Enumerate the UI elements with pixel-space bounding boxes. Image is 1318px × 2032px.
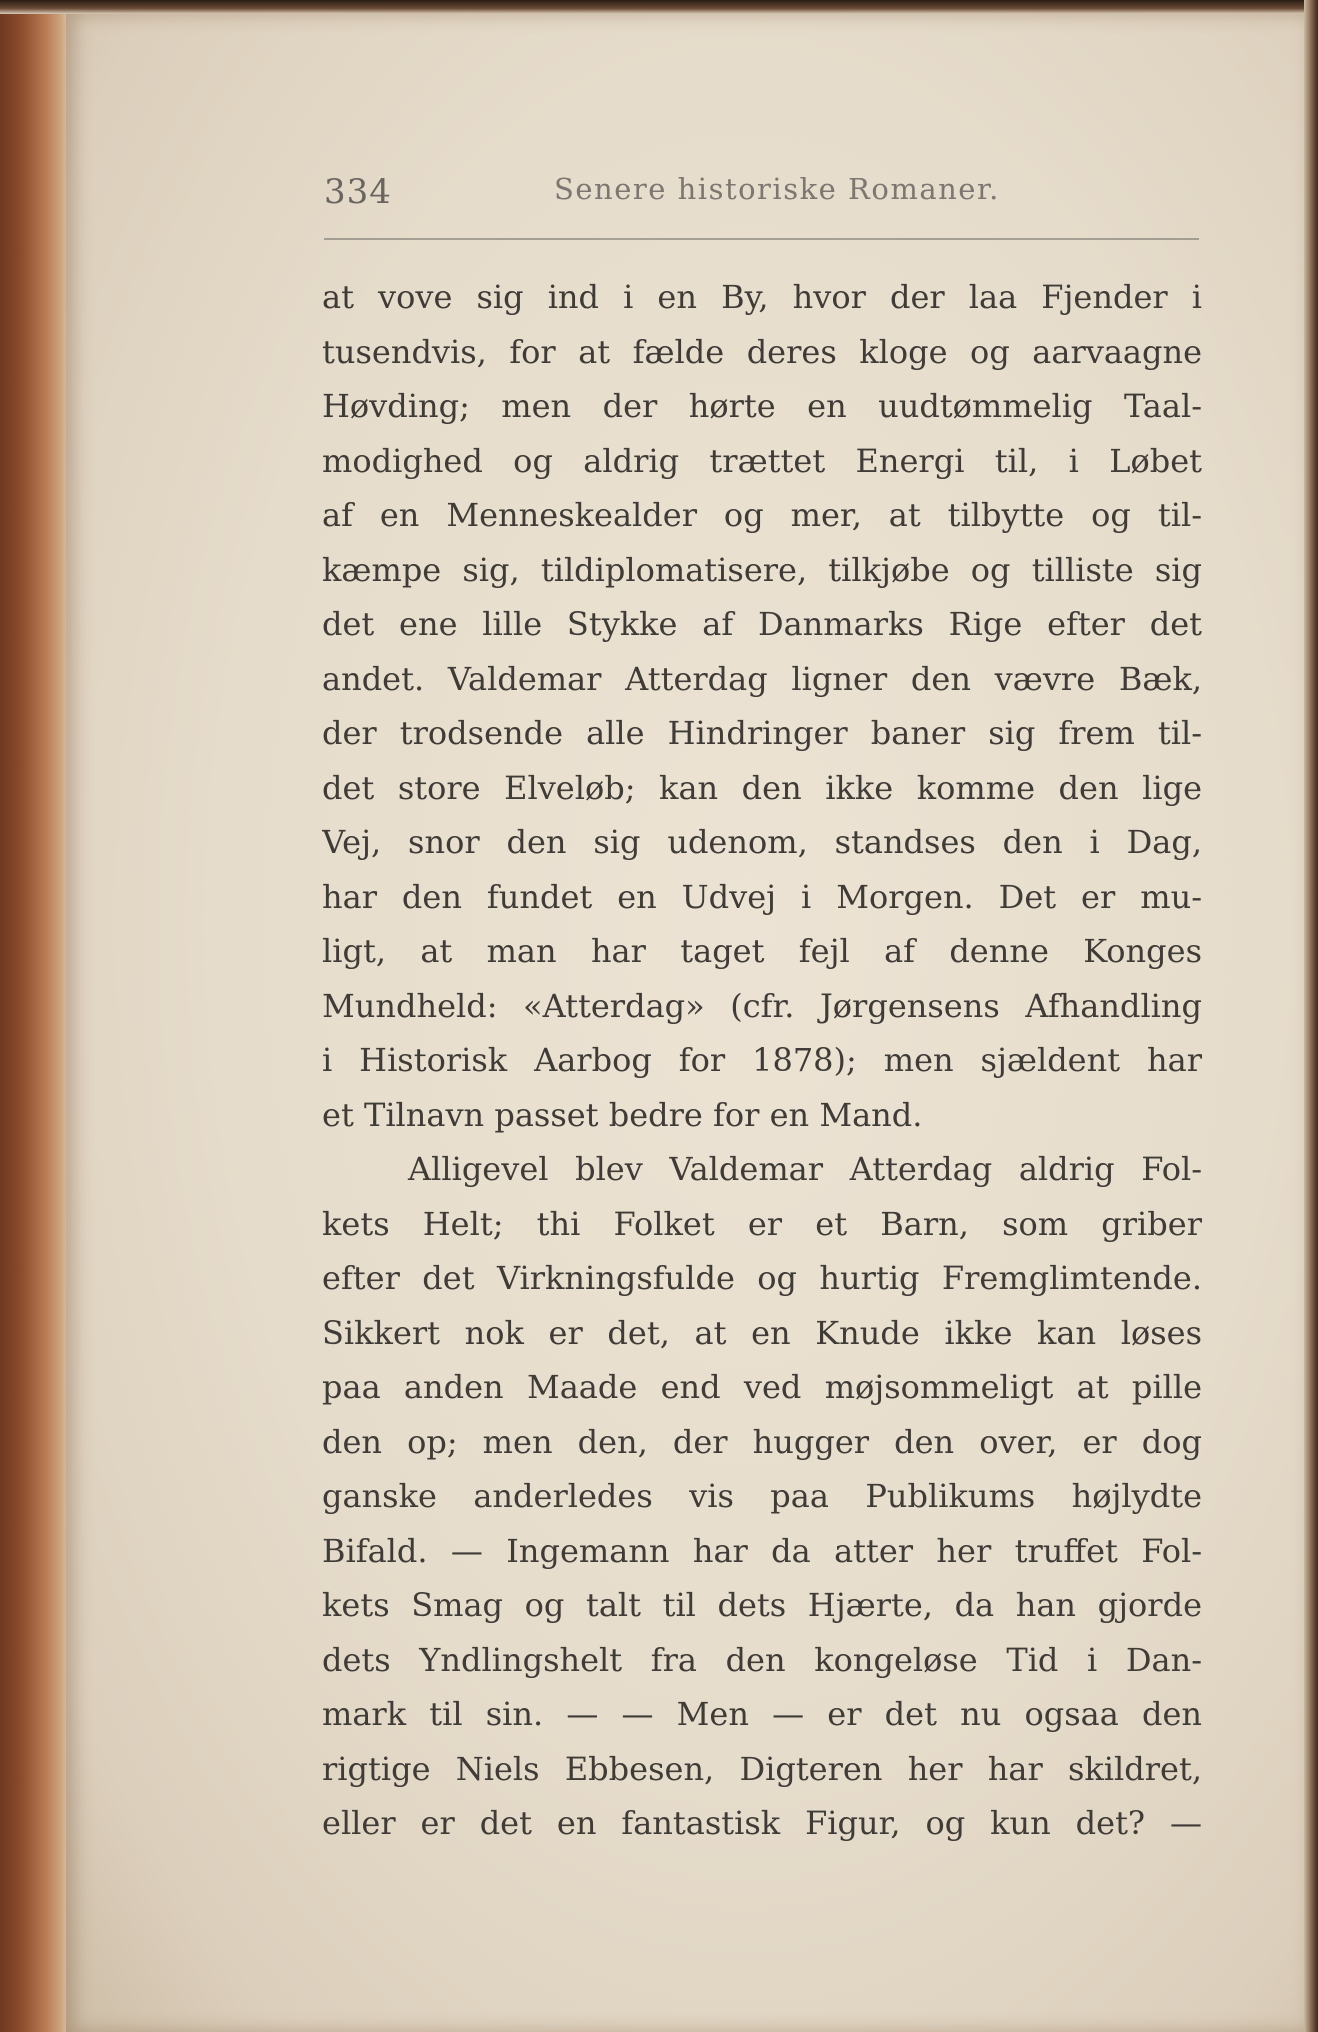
- text-line: Sikkert nok er det, at en Knude ikke kan løses: [322, 1313, 1202, 1352]
- text-line: kæmpe sig, tildiplomatisere, tilkjøbe og tilliste sig: [322, 550, 1202, 589]
- text-line: der trodsende alle Hindringer baner sig frem til-: [322, 714, 1202, 752]
- text-line: ligt, at man har taget fejl af denne Konges: [322, 932, 1202, 970]
- text-line: Bifald. — Ingemann har da atter her truffet Fol-: [322, 1531, 1202, 1570]
- text-line: i Historisk Aarbog for 1878); men sjældent har: [322, 1041, 1202, 1079]
- header-rule: [324, 238, 1199, 240]
- text-line: Mundheld: «Atterdag» (cfr. Jørgensens Afhandling: [322, 986, 1202, 1025]
- text-line: andet. Valdemar Atterdag ligner den vævre Bæk,: [322, 659, 1202, 698]
- text-line: et Tilnavn passet bedre for en Mand.: [322, 1095, 923, 1134]
- text-line: Høvding; men der hørte en uudtømmelig Taal-: [322, 387, 1202, 425]
- text-line: det store Elveløb; kan den ikke komme den lige: [322, 768, 1202, 807]
- text-line: ganske anderledes vis paa Publikums højlydte: [322, 1477, 1202, 1515]
- text-line: af en Menneskealder og mer, at tilbytte og til-: [322, 496, 1202, 534]
- running-head: Senere historiske Romaner.: [554, 172, 1000, 206]
- text-line: efter det Virkningsfulde og hurtig Fremglimtende.: [322, 1259, 1202, 1297]
- text-line: kets Helt; thi Folket er et Barn, som griber: [322, 1204, 1202, 1243]
- text-line: paa anden Maade end ved møjsommeligt at pille: [322, 1368, 1202, 1406]
- text-line: den op; men den, der hugger den over, er dog: [322, 1422, 1202, 1461]
- text-line: kets Smag og talt til dets Hjærte, da han gjorde: [322, 1586, 1202, 1624]
- text-line: tusendvis, for at fælde deres kloge og aarvaagne: [322, 332, 1202, 371]
- page-number: 334: [324, 172, 392, 212]
- text-line: at vove sig ind i en By, hvor der laa Fjender i: [322, 278, 1202, 316]
- text-line: mark til sin. — — Men — er det nu ogsaa den: [322, 1695, 1202, 1733]
- text-line: rigtige Niels Ebbesen, Digteren her har skildret,: [322, 1749, 1202, 1788]
- text-line: modighed og aldrig trættet Energi til, i Løbet: [322, 441, 1202, 480]
- text-line: Vej, snor den sig udenom, standses den i Dag,: [322, 823, 1202, 861]
- text-line: Alligevel blev Valdemar Atterdag aldrig Fol-: [408, 1150, 1202, 1188]
- page-right-edge: [1304, 0, 1318, 2032]
- text-line: det ene lille Stykke af Danmarks Rige efter det: [322, 605, 1202, 643]
- page-header: [324, 172, 1199, 224]
- page-top-edge: [0, 0, 1318, 14]
- text-line: dets Yndlingshelt fra den kongeløse Tid i Dan-: [322, 1640, 1202, 1679]
- body-text: [322, 270, 1202, 1851]
- text-line: har den fundet en Udvej i Morgen. Det er mu-: [322, 877, 1202, 916]
- text-line: eller er det en fantastisk Figur, og kun det? —: [322, 1804, 1202, 1842]
